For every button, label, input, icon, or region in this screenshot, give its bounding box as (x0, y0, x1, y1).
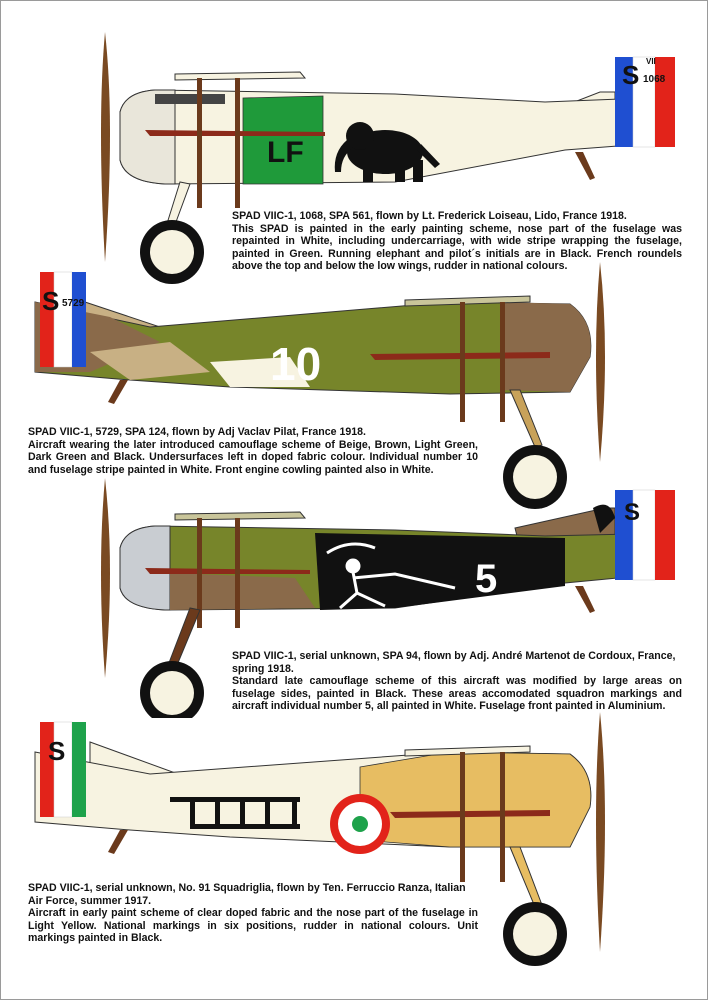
propeller (596, 262, 605, 462)
caption-body: Aircraft in early paint scheme of clear doped fabric and the nose part of the fuselage in Light Yellow. National markings in six positions, rudder in national colours. Unit markings painted in Black. (28, 907, 478, 945)
caption-spa94 (232, 650, 682, 713)
propeller (101, 32, 110, 262)
caption-body: Aircraft wearing the later introduced camouflage scheme of Beige, Brown, Light Green, Dark Green and Black. Undersurfaces left in doped fabric colour. Individual number 10 and fuselage stripe painted in White. Front engine cowling painted also in White. (28, 438, 478, 476)
rudder-letter: S (624, 499, 641, 526)
caption-body: Standard late camouflage scheme of this aircraft was modified by large areas on fuselage sides, painted in Black. These areas accomodated squadron markings and aircraft individual number 5, all painted in White. Fuselage front painted in Aluminium. (232, 675, 682, 713)
caption-no91 (28, 882, 478, 945)
pilot-initials: LF (267, 136, 304, 169)
rudder-serial: 5729 (62, 298, 85, 309)
caption-body: This SPAD is painted in the early painting scheme, nose part of the fuselage was repainted in White, including undercarriage, with wide stripe wrapping the fuselage, painted in Green. Running elephant and pilot´s initials are in Black. French roundels above the top and below the low wings, rudder in national colours. (232, 222, 682, 273)
caption-spa124 (28, 426, 478, 476)
rudder-red-stripe (655, 57, 675, 147)
caption-title: SPAD VIIC-1, 5729, SPA 124, flown by Adj Vaclav Pilat, France 1918. (28, 426, 366, 438)
rudder-letter: S (42, 286, 60, 316)
caption-title: SPAD VIIC-1, 1068, SPA 561, flown by Lt. Frederick Loiseau, Lido, France 1918. (232, 210, 627, 222)
caption-title: SPAD VIIC-1, serial unknown, No. 91 Squadriglia, flown by Ten. Ferruccio Ranza, Italian Air Force, summer 1917. (28, 882, 466, 907)
propeller (596, 712, 605, 952)
rudder-letter: S (48, 736, 66, 766)
rudder-serial: 1068 (643, 74, 666, 85)
fuselage-number: 10 (270, 338, 322, 390)
rudder-code: VII (646, 57, 656, 66)
propeller (101, 478, 110, 678)
caption-title: SPAD VIIC-1, serial unknown, SPA 94, flown by Adj. André Martenot de Cordoux, France, spring 1918. (232, 650, 676, 675)
fuselage-number: 5 (475, 557, 498, 601)
rudder-letter: S (622, 60, 640, 90)
italian-roundel (330, 794, 390, 854)
